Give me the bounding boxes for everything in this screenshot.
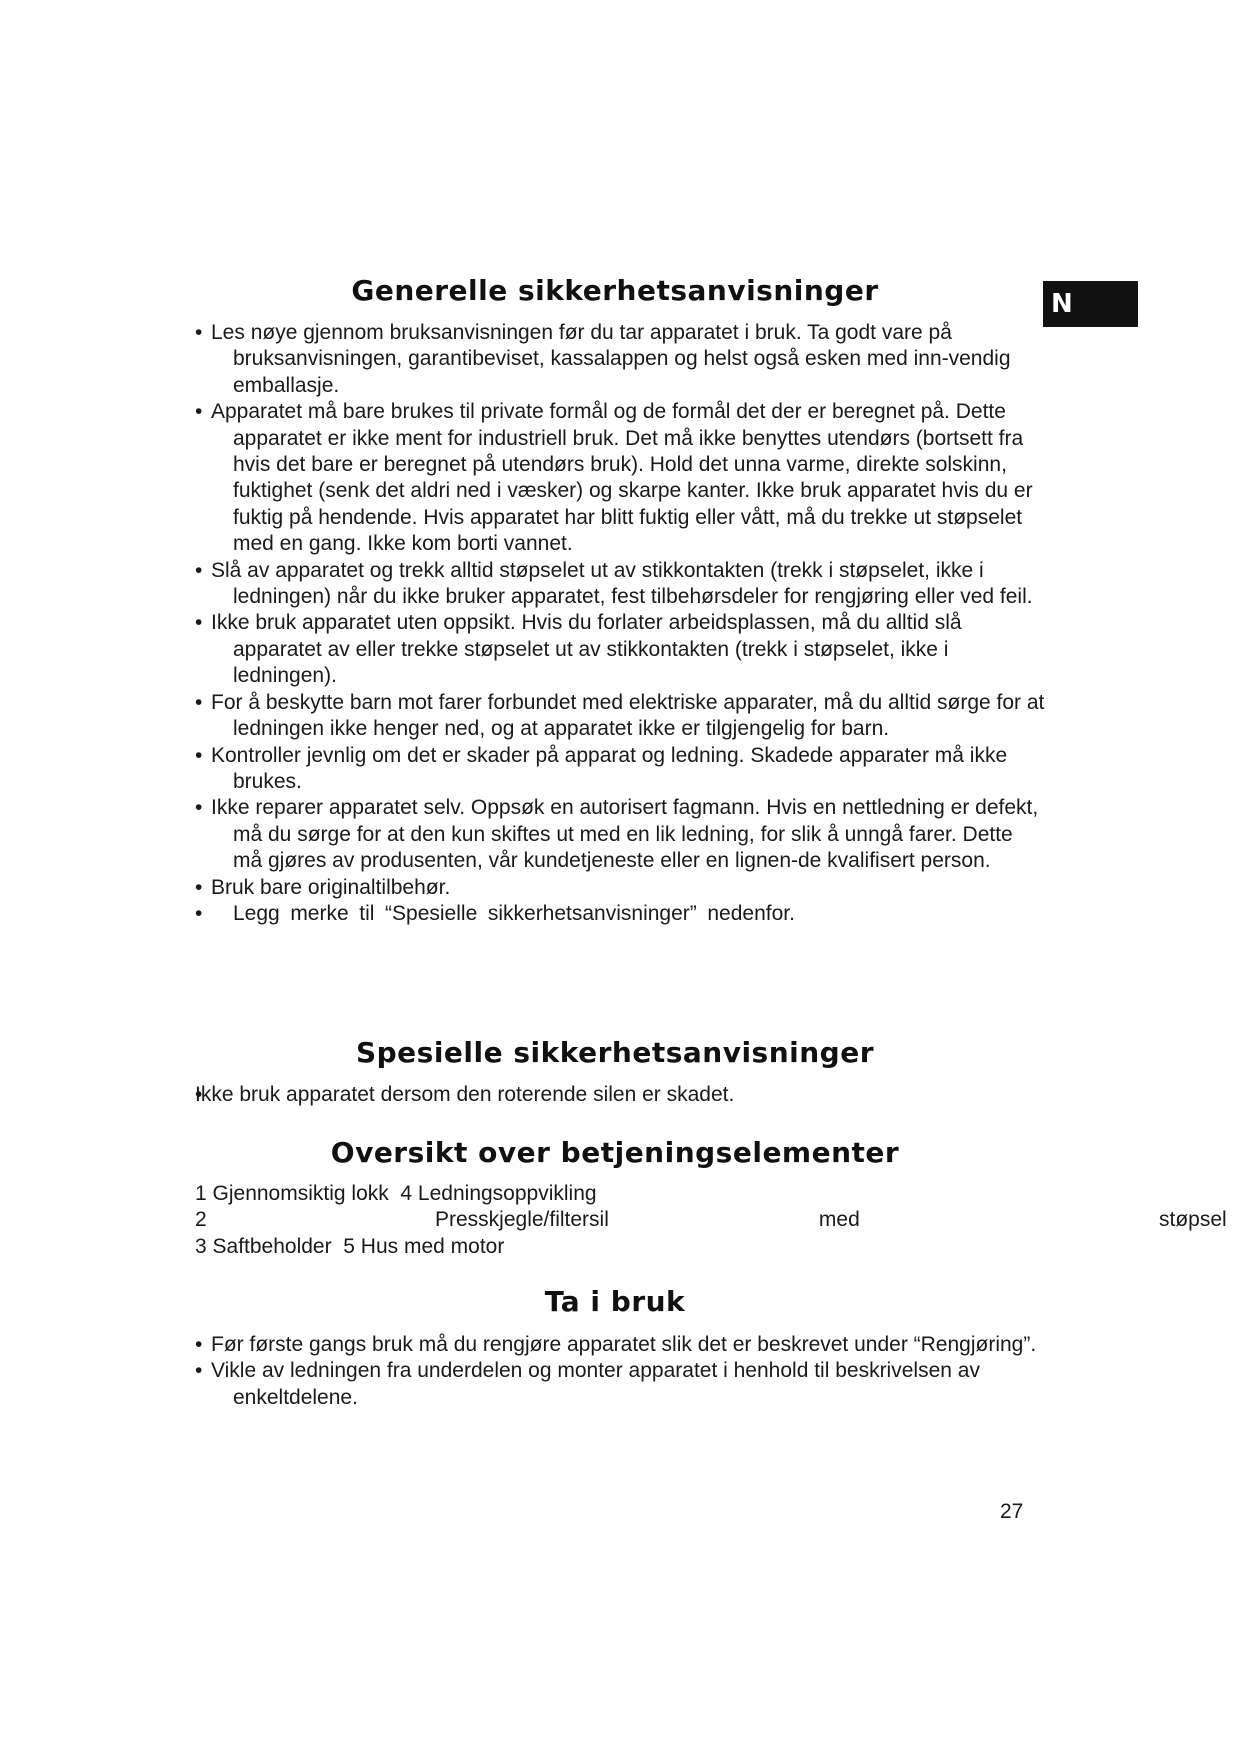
list-item: • Vikle av ledningen fra underdelen og monter apparatet i henhold til beskrivelsen av enkeltdelene. [195,1358,1045,1411]
note-word: sikkerhetsanvisninger” [487,901,697,925]
overview-row [195,1207,1241,1233]
list-item: • Før første gangs bruk må du rengjøre apparatet slik det er beskrevet under “Rengjøring”. [195,1332,1045,1358]
list-item: • Slå av apparatet og trekk alltid støpselet ut av stikkontakten (trekk i støpselet, ikke i ledningen) når du ikke bruker apparatet, fest tilbehørsdeler for rengjøring eller ved feil. [195,558,1045,611]
controls-overview-list [195,1181,1241,1260]
getting-started-heading: Ta i bruk [544,1285,686,1318]
justified-note-line [233,901,1045,927]
list-item: • Apparatet må bare brukes til private formål og de formål det der er beregnet på. Dette apparatet er ikke ment for industriell bruk. Det må ikke benyttes utendørs (bortsett fra hvis det bare er beregnet på utendørs bruk). Hold det unna varme, direkte solskinn, fuktighet (senk det aldri ned i væsker) og skarpe kanter. Ikke bruk apparatet hvis du er fuktig på hendende. Hvis apparatet har blitt fuktig eller vått, må du trekke ut støpselet med en gang. Ikke kom borti vannet. [195,399,1045,557]
list-item: • For å beskytte barn mot farer forbundet med elektriske apparater, må du alltid sørge for at ledningen ikke henger ned, og at apparatet ikke er tilgjengelig for barn. [195,690,1045,743]
list-item: • Ikke reparer apparatet selv. Oppsøk en autorisert fagmann. Hvis en nettledning er defekt, må du sørge for at den kun skiftes ut med en lik ledning, for slik å unngå farer. Dette må gjøres av produsenten, vår kundetjeneste eller en lignen-de kvalifisert person. [195,795,1045,874]
list-item: • Ikke bruk apparatet uten oppsikt. Hvis du forlater arbeidsplassen, må du alltid slå apparatet av eller trekke støpselet ut av stikkontakten (trekk i støpselet, ikke i ledningen). [195,610,1045,689]
list-item: • Kontroller jevnlig om det er skader på apparat og ledning. Skadede apparater må ikke brukes. [195,743,1045,796]
list-item: • Les nøye gjennom bruksanvisningen før du tar apparatet i bruk. Ta godt vare på bruksanvisningen, garantibeviset, kassalappen og helst også esken med inn-vendig emballasje. [195,320,1045,399]
note-word: • Legg [233,901,280,925]
language-tab: N [1043,281,1138,327]
note-word: “Spesielle [385,901,478,925]
note-word: til [359,901,375,925]
controls-overview-heading: Oversikt over betjeningselementer [330,1136,900,1169]
list-item: • Ikke bruk apparatet dersom den roterende silen er skadet. [195,1082,1045,1108]
getting-started-list [195,1332,1045,1411]
overview-part: 2 [195,1208,207,1232]
overview-part: Presskjegle/filtersil [435,1208,609,1232]
special-safety-heading: Spesielle sikkerhetsanvisninger [355,1036,875,1069]
list-item [195,901,1045,927]
overview-part: med [818,1208,860,1232]
general-safety-heading: Generelle sikkerhetsanvisninger [351,274,879,307]
special-safety-list [195,1082,1045,1108]
note-word: merke [290,901,349,925]
note-word: nedenfor. [707,901,795,925]
general-safety-list [195,320,1045,927]
overview-row: 3 Saftbeholder 5 Hus med motor [195,1234,505,1258]
overview-row: 1 Gjennomsiktig lokk 4 Ledningsoppvikling [195,1182,597,1205]
page-number: 27 [1000,1500,1024,1523]
overview-part: støpsel [1159,1208,1227,1232]
list-item: • Bruk bare originaltilbehør. [195,875,1045,901]
